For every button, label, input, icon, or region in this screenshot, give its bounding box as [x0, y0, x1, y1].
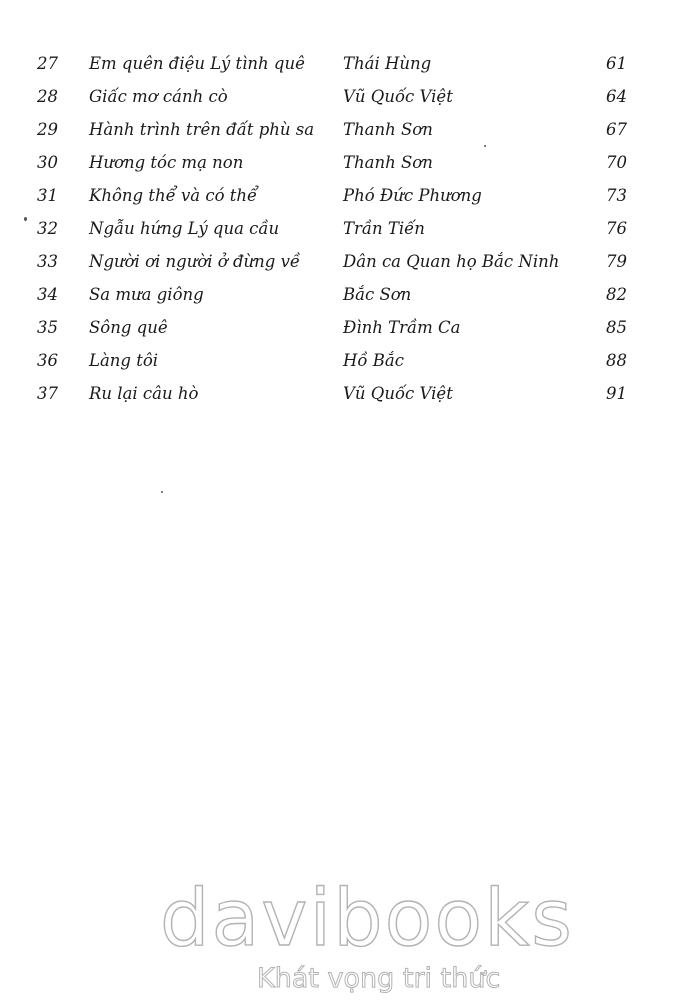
- song-title: Làng tôi: [89, 351, 159, 370]
- scan-speck: [484, 145, 486, 147]
- watermark: [0, 870, 700, 1006]
- entry-number: 33: [37, 252, 58, 271]
- song-author: Thanh Sơn: [343, 120, 433, 139]
- song-title: Hành trình trên đất phù sa: [89, 120, 315, 139]
- page-number: 70: [606, 153, 627, 172]
- song-title: Ru lại câu hò: [89, 384, 199, 403]
- entry-number: 37: [37, 384, 58, 403]
- toc-row: [0, 147, 700, 180]
- entry-number: 31: [37, 186, 58, 205]
- song-author: Bắc Sơn: [343, 285, 412, 304]
- entry-number: 28: [37, 87, 58, 106]
- toc-row: [0, 81, 700, 114]
- song-title: Hương tóc mạ non: [89, 153, 244, 172]
- watermark-logo: davibooks: [160, 874, 574, 964]
- toc-row: [0, 213, 700, 246]
- toc-row: [0, 312, 700, 345]
- entry-number: 35: [37, 318, 58, 337]
- page-number: 88: [606, 351, 627, 370]
- entry-number: 36: [37, 351, 58, 370]
- page-number: 61: [606, 54, 627, 73]
- toc-row: [0, 378, 700, 411]
- song-author: Trần Tiến: [343, 219, 425, 238]
- song-author: Phó Đức Phương: [343, 186, 482, 205]
- page-number: 85: [606, 318, 627, 337]
- page-number: 76: [606, 219, 627, 238]
- page-number: 67: [606, 120, 627, 139]
- watermark-tagline: Khát vọng tri thức: [257, 963, 501, 994]
- song-title: Sa mưa giông: [89, 285, 204, 304]
- toc-row: [0, 246, 700, 279]
- toc-row: [0, 48, 700, 81]
- song-title: Ngẫu hứng Lý qua cầu: [89, 219, 280, 238]
- song-author: Vũ Quốc Việt: [343, 384, 453, 403]
- page-number: 64: [606, 87, 627, 106]
- song-title: Em quên điệu Lý tình quê: [89, 54, 305, 73]
- song-author: Vũ Quốc Việt: [343, 87, 453, 106]
- page-number: 79: [606, 252, 627, 271]
- toc-row: [0, 279, 700, 312]
- page-number: 73: [606, 186, 627, 205]
- song-title: Sông quê: [89, 318, 168, 337]
- entry-number: 30: [37, 153, 58, 172]
- entry-number: 29: [37, 120, 58, 139]
- table-of-contents: [0, 48, 700, 411]
- toc-row: [0, 345, 700, 378]
- song-title: Giấc mơ cánh cò: [89, 87, 228, 106]
- song-author: Thanh Sơn: [343, 153, 433, 172]
- toc-row: [0, 114, 700, 147]
- song-author: Thái Hùng: [343, 54, 432, 73]
- page-number: 82: [606, 285, 627, 304]
- entry-number: 27: [37, 54, 58, 73]
- scan-speck: [161, 491, 163, 493]
- entry-number: 32: [37, 219, 58, 238]
- toc-row: [0, 180, 700, 213]
- song-author: Hồ Bắc: [343, 351, 404, 370]
- song-title: Người ơi người ở đừng về: [89, 252, 301, 271]
- song-author: Dân ca Quan họ Bắc Ninh: [343, 252, 560, 271]
- scan-speck: [24, 217, 27, 221]
- song-title: Không thể và có thể: [89, 186, 258, 205]
- page-number: 91: [606, 384, 627, 403]
- song-author: Đình Trầm Ca: [343, 318, 461, 337]
- entry-number: 34: [37, 285, 58, 304]
